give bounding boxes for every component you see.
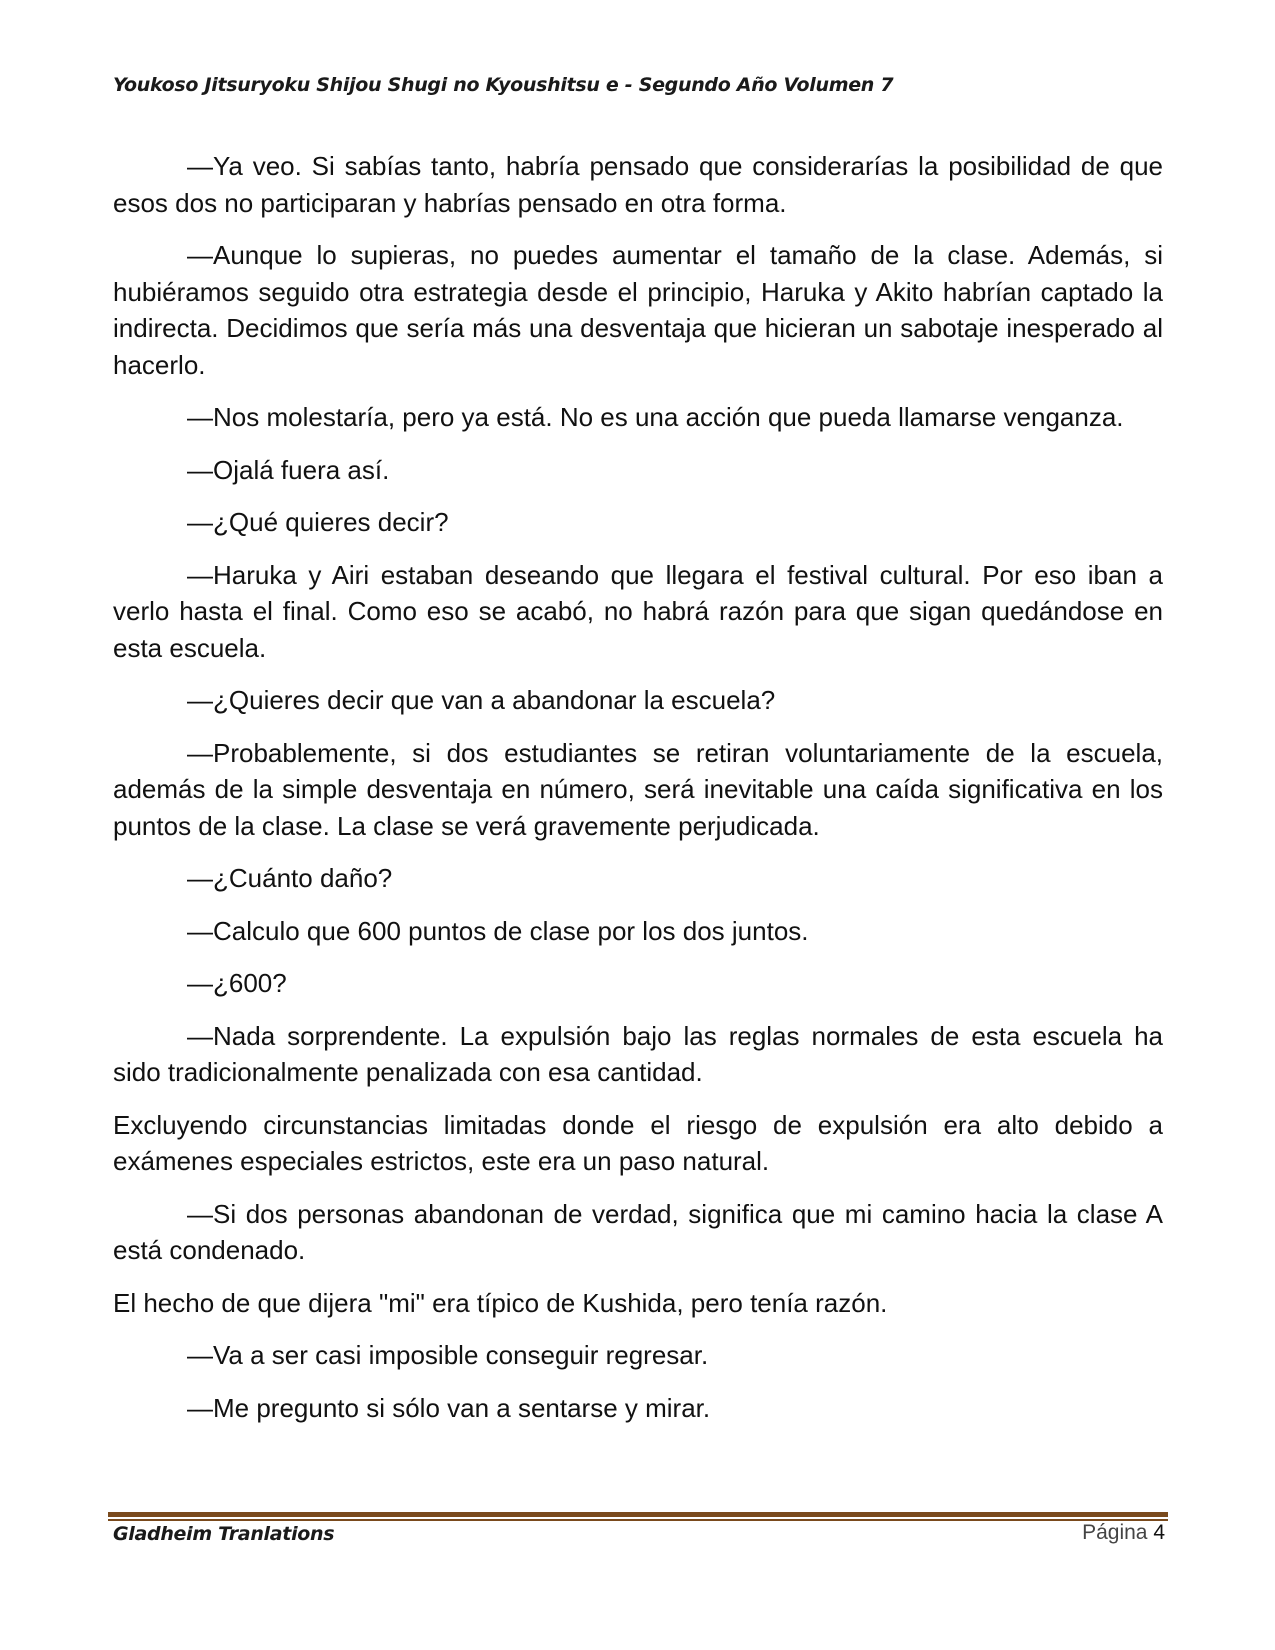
- paragraph: —¿Quieres decir que van a abandonar la escuela?: [187, 685, 776, 715]
- paragraph: —¿Qué quieres decir?: [187, 507, 449, 537]
- page-number-label: [1082, 1521, 1165, 1545]
- paragraph-narration: Excluyendo circunstancias limitadas donde el riesgo de expulsión era alto debido a exámenes especiales estrictos, este era un paso natural.: [113, 1109, 1163, 1176]
- paragraph: —¿Cuánto daño?: [187, 863, 393, 893]
- page-header-title: Youkoso Jitsuryoku Shijou Shugi no Kyoushitsu e - Segundo Año Volumen 7: [113, 74, 894, 96]
- paragraph: —Nos molestaría, pero ya está. No es una acción que pueda llamarse venganza.: [187, 402, 1124, 432]
- paragraph: —Probablemente, si dos estudiantes se retiran voluntariamente de la escuela, además de la simple desventaja en número, será inevitable una caída significativa en los puntos de la clase. La clase se verá gravemente perjudicada.: [113, 737, 1163, 841]
- paragraph: —Nada sorprendente. La expulsión bajo las reglas normales de esta escuela ha sido tradicionalmente penalizada con esa cantidad.: [113, 1020, 1163, 1087]
- paragraph: —Haruka y Airi estaban deseando que llegara el festival cultural. Por eso iban a verlo hasta el final. Como eso se acabó, no habrá razón para que sigan quedándose en esta escuela.: [113, 559, 1163, 663]
- paragraph: —Si dos personas abandonan de verdad, significa que mi camino hacia la clase A está condenado.: [113, 1198, 1163, 1265]
- paragraph: —Ya veo. Si sabías tanto, habría pensado que considerarías la posibilidad de que esos dos no participaran y habrías pensado en otra forma.: [113, 151, 1163, 218]
- paragraph: —¿600?: [187, 968, 287, 998]
- paragraph: —Aunque lo supieras, no puedes aumentar el tamaño de la clase. Además, si hubiéramos seguido otra estrategia desde el principio, Haruka y Akito habrían captado la indirecta. Decidimos que sería más una desventaja que hicieran un sabotaje inesperado al hacerlo.: [113, 240, 1163, 380]
- footer-divider: [108, 1512, 1168, 1521]
- page-label: Página: [1082, 1521, 1148, 1544]
- paragraph: —Ojalá fuera así.: [187, 454, 390, 485]
- page-number: 4: [1153, 1521, 1165, 1544]
- body-text: [113, 148, 1163, 1442]
- paragraph-narration: El hecho de que dijera "mi" era típico de Kushida, pero tenía razón.: [113, 1287, 888, 1318]
- footer-credit: Gladheim Tranlations: [113, 1523, 335, 1545]
- footer-divider-thin: [108, 1519, 1168, 1521]
- paragraph: —Va a ser casi imposible conseguir regresar.: [187, 1340, 709, 1370]
- footer-divider-thick: [108, 1512, 1168, 1517]
- paragraph: —Me pregunto si sólo van a sentarse y mirar.: [187, 1392, 711, 1423]
- paragraph: —Calculo que 600 puntos de clase por los dos juntos.: [187, 915, 809, 946]
